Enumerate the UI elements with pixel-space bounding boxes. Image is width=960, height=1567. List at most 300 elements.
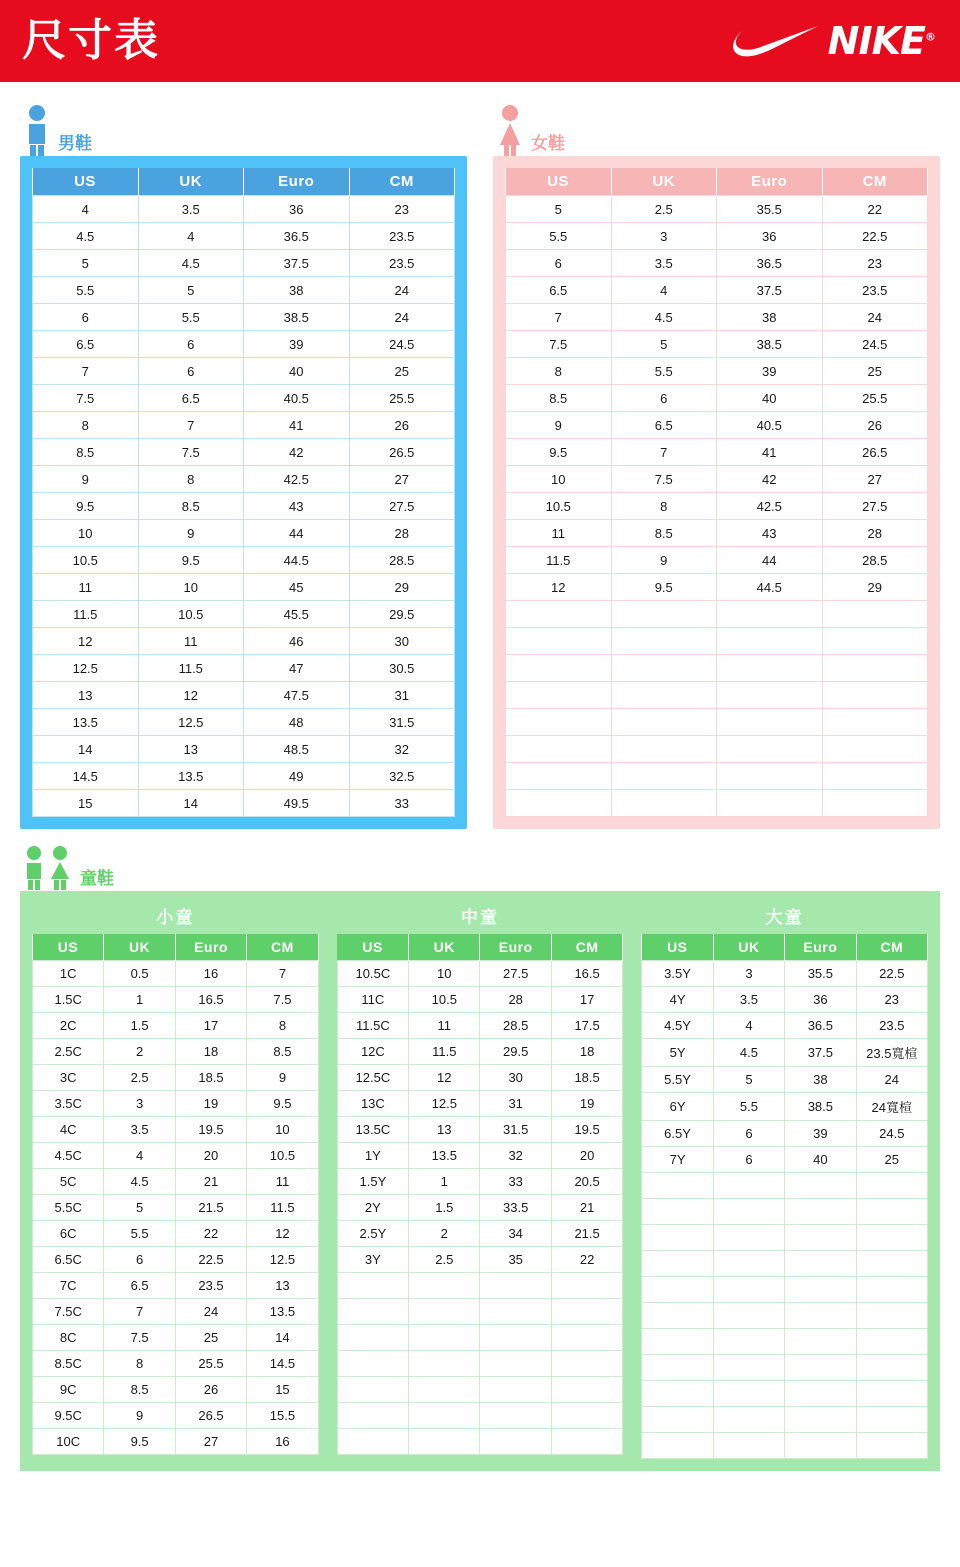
table-row — [337, 1429, 623, 1455]
table-cell — [713, 1251, 784, 1277]
table-row — [642, 1199, 928, 1225]
table-cell: 3.5 — [104, 1117, 175, 1143]
table-cell: 1.5 — [409, 1195, 480, 1221]
table-cell — [506, 709, 612, 736]
table-cell — [856, 1277, 927, 1303]
table-cell: 40.5 — [717, 412, 823, 439]
table-cell: 7.5C — [33, 1299, 104, 1325]
table-row — [506, 277, 928, 304]
table-cell — [480, 1299, 551, 1325]
table-cell — [822, 628, 928, 655]
table-row — [33, 1013, 319, 1039]
table-cell: 6.5C — [33, 1247, 104, 1273]
table-cell: 15 — [247, 1377, 318, 1403]
nike-swoosh-icon — [728, 22, 820, 60]
table-cell: 7.5 — [611, 466, 717, 493]
table-cell: 6 — [138, 331, 244, 358]
table-row — [33, 1299, 319, 1325]
table-cell: 4.5 — [33, 223, 139, 250]
table-row — [642, 1303, 928, 1329]
table-cell: 4 — [33, 196, 139, 223]
table-cell — [551, 1299, 622, 1325]
table-cell: 12 — [506, 574, 612, 601]
table-cell — [856, 1225, 927, 1251]
table-row — [33, 1403, 319, 1429]
kids-little-col-euro: Euro — [175, 934, 246, 961]
table-cell: 10 — [506, 466, 612, 493]
table-cell: 28.5 — [822, 547, 928, 574]
table-cell: 37.5 — [244, 250, 350, 277]
table-cell: 5.5 — [506, 223, 612, 250]
table-cell: 15 — [33, 790, 139, 817]
table-row — [337, 1273, 623, 1299]
table-cell: 11 — [33, 574, 139, 601]
table-cell: 8 — [33, 412, 139, 439]
table-cell: 28 — [822, 520, 928, 547]
table-cell: 24寬楦 — [856, 1093, 927, 1121]
table-cell: 6 — [713, 1121, 784, 1147]
table-cell — [785, 1199, 856, 1225]
table-cell — [713, 1355, 784, 1381]
kids-big-col-uk: UK — [713, 934, 784, 961]
table-cell: 10 — [409, 961, 480, 987]
table-row — [33, 493, 455, 520]
table-cell: 40 — [785, 1147, 856, 1173]
table-cell: 14 — [138, 790, 244, 817]
table-cell: 42 — [244, 439, 350, 466]
table-cell: 7C — [33, 1273, 104, 1299]
table-cell: 44.5 — [717, 574, 823, 601]
table-row — [642, 1251, 928, 1277]
women-column — [493, 94, 940, 829]
table-cell: 5Y — [642, 1039, 713, 1067]
table-cell: 7.5 — [104, 1325, 175, 1351]
table-row — [337, 1247, 623, 1273]
table-cell: 8.5 — [611, 520, 717, 547]
table-cell: 26 — [175, 1377, 246, 1403]
table-cell: 29.5 — [349, 601, 455, 628]
table-cell: 3Y — [337, 1247, 408, 1273]
table-row — [33, 1351, 319, 1377]
children-icon — [20, 845, 76, 891]
table-cell: 28 — [480, 987, 551, 1013]
table-cell — [713, 1225, 784, 1251]
men-col-euro: Euro — [244, 168, 350, 196]
table-cell — [337, 1429, 408, 1455]
table-row — [506, 574, 928, 601]
table-cell — [785, 1277, 856, 1303]
table-cell: 2.5 — [104, 1065, 175, 1091]
table-row — [642, 1039, 928, 1067]
table-cell: 35.5 — [785, 961, 856, 987]
table-cell: 32 — [349, 736, 455, 763]
table-cell: 5 — [506, 196, 612, 223]
table-cell: 1 — [104, 987, 175, 1013]
table-row — [506, 412, 928, 439]
table-cell: 6 — [138, 358, 244, 385]
table-cell: 25 — [856, 1147, 927, 1173]
table-cell: 5.5Y — [642, 1067, 713, 1093]
men-panel — [20, 156, 467, 829]
women-col-cm: CM — [822, 168, 928, 196]
table-cell: 10.5 — [506, 493, 612, 520]
table-cell: 36.5 — [785, 1013, 856, 1039]
table-cell: 34 — [480, 1221, 551, 1247]
table-row — [337, 961, 623, 987]
table-cell: 29 — [349, 574, 455, 601]
table-row — [33, 358, 455, 385]
table-row — [337, 1039, 623, 1065]
table-row — [337, 1195, 623, 1221]
kids-panel — [20, 891, 940, 1471]
table-row — [506, 547, 928, 574]
table-cell: 6.5 — [33, 331, 139, 358]
table-row — [642, 1147, 928, 1173]
table-cell — [337, 1273, 408, 1299]
women-table-header-row — [506, 168, 928, 196]
table-row — [506, 520, 928, 547]
table-cell — [822, 601, 928, 628]
table-cell: 2.5 — [611, 196, 717, 223]
table-cell: 9.5 — [33, 493, 139, 520]
table-cell: 46 — [244, 628, 350, 655]
table-cell: 12 — [138, 682, 244, 709]
table-row — [33, 709, 455, 736]
table-row — [33, 1065, 319, 1091]
kids-middle-col-cm: CM — [551, 934, 622, 961]
table-row — [506, 196, 928, 223]
table-row — [33, 987, 319, 1013]
table-cell: 38 — [717, 304, 823, 331]
table-cell: 40 — [717, 385, 823, 412]
table-cell: 5.5 — [138, 304, 244, 331]
table-cell: 12.5 — [409, 1091, 480, 1117]
table-row — [33, 520, 455, 547]
table-cell: 10 — [138, 574, 244, 601]
table-cell: 4 — [138, 223, 244, 250]
table-row — [33, 1377, 319, 1403]
table-cell — [506, 763, 612, 790]
table-cell — [642, 1277, 713, 1303]
kids-section — [0, 829, 960, 1471]
kids-little-col-cm: CM — [247, 934, 318, 961]
table-cell: 42.5 — [717, 493, 823, 520]
table-cell: 2 — [409, 1221, 480, 1247]
table-cell — [785, 1225, 856, 1251]
table-row — [642, 1433, 928, 1459]
table-row — [33, 277, 455, 304]
table-cell: 9 — [506, 412, 612, 439]
table-cell: 45 — [244, 574, 350, 601]
table-cell: 24.5 — [349, 331, 455, 358]
table-cell: 22.5 — [175, 1247, 246, 1273]
table-row — [642, 1225, 928, 1251]
table-cell: 2.5C — [33, 1039, 104, 1065]
table-cell: 27.5 — [480, 961, 551, 987]
table-cell — [611, 709, 717, 736]
table-cell: 11 — [138, 628, 244, 655]
table-cell: 49.5 — [244, 790, 350, 817]
kids-middle-body — [337, 961, 623, 1455]
table-cell — [642, 1381, 713, 1407]
table-cell: 4.5 — [611, 304, 717, 331]
table-cell: 4C — [33, 1117, 104, 1143]
table-row — [33, 439, 455, 466]
kids-middle-title: 中童 — [461, 908, 499, 927]
table-row — [642, 961, 928, 987]
kids-big-col-euro: Euro — [785, 934, 856, 961]
table-cell: 10.5 — [247, 1143, 318, 1169]
table-cell — [480, 1325, 551, 1351]
table-cell: 38.5 — [717, 331, 823, 358]
table-row — [33, 1039, 319, 1065]
table-cell: 22 — [822, 196, 928, 223]
table-cell — [337, 1325, 408, 1351]
men-caption: 男鞋 — [58, 134, 92, 153]
men-table-header-row — [33, 168, 455, 196]
table-cell: 35 — [480, 1247, 551, 1273]
table-cell: 8.5 — [104, 1377, 175, 1403]
table-row — [337, 1169, 623, 1195]
men-col-uk: UK — [138, 168, 244, 196]
table-cell: 19 — [175, 1091, 246, 1117]
table-cell: 22 — [175, 1221, 246, 1247]
kids-little-col-us: US — [33, 934, 104, 961]
table-cell: 39 — [717, 358, 823, 385]
table-cell: 30.5 — [349, 655, 455, 682]
table-cell: 6C — [33, 1221, 104, 1247]
table-cell: 12.5 — [247, 1247, 318, 1273]
kids-middle-table — [337, 934, 624, 1455]
table-cell — [480, 1351, 551, 1377]
table-row — [33, 1143, 319, 1169]
table-cell: 30 — [349, 628, 455, 655]
table-cell: 33.5 — [480, 1195, 551, 1221]
table-cell: 8.5 — [33, 439, 139, 466]
table-cell: 25.5 — [175, 1351, 246, 1377]
table-row — [33, 1117, 319, 1143]
table-cell: 42.5 — [244, 466, 350, 493]
table-cell: 36 — [244, 196, 350, 223]
table-cell: 41 — [244, 412, 350, 439]
table-row — [33, 466, 455, 493]
table-row — [506, 358, 928, 385]
table-cell: 14.5 — [247, 1351, 318, 1377]
table-cell: 5 — [138, 277, 244, 304]
table-cell: 36 — [717, 223, 823, 250]
table-cell — [713, 1303, 784, 1329]
table-row — [337, 1065, 623, 1091]
table-row — [33, 1221, 319, 1247]
kids-big-body — [642, 961, 928, 1459]
table-row — [337, 1143, 623, 1169]
table-cell: 1.5 — [104, 1013, 175, 1039]
kids-little-body — [33, 961, 319, 1455]
table-cell: 7 — [138, 412, 244, 439]
kids-group-big — [641, 901, 928, 1459]
table-cell: 5C — [33, 1169, 104, 1195]
table-cell: 26 — [349, 412, 455, 439]
table-cell — [642, 1433, 713, 1459]
table-cell: 25.5 — [822, 385, 928, 412]
table-cell — [856, 1407, 927, 1433]
table-cell: 31 — [480, 1091, 551, 1117]
table-row — [337, 1221, 623, 1247]
women-caption: 女鞋 — [531, 134, 565, 153]
table-cell — [642, 1329, 713, 1355]
table-cell: 9 — [247, 1065, 318, 1091]
table-cell: 0.5 — [104, 961, 175, 987]
table-cell — [611, 682, 717, 709]
table-cell: 13.5 — [409, 1143, 480, 1169]
table-row — [33, 1273, 319, 1299]
kids-middle-header-row — [337, 934, 623, 961]
table-cell: 44.5 — [244, 547, 350, 574]
table-row — [33, 1091, 319, 1117]
table-cell: 7.5 — [33, 385, 139, 412]
table-cell: 9 — [104, 1403, 175, 1429]
table-cell: 49 — [244, 763, 350, 790]
table-cell: 37.5 — [717, 277, 823, 304]
table-cell: 24 — [856, 1067, 927, 1093]
table-cell: 8.5 — [506, 385, 612, 412]
table-cell: 22 — [551, 1247, 622, 1273]
table-cell: 1.5Y — [337, 1169, 408, 1195]
table-cell: 7Y — [642, 1147, 713, 1173]
table-cell: 18 — [175, 1039, 246, 1065]
table-cell: 28.5 — [480, 1013, 551, 1039]
table-cell: 7.5 — [138, 439, 244, 466]
table-cell — [713, 1277, 784, 1303]
table-cell — [642, 1355, 713, 1381]
table-row — [337, 1091, 623, 1117]
table-cell: 4.5 — [138, 250, 244, 277]
table-row — [506, 736, 928, 763]
table-cell: 45.5 — [244, 601, 350, 628]
table-cell: 43 — [717, 520, 823, 547]
table-cell: 2Y — [337, 1195, 408, 1221]
table-cell: 13C — [337, 1091, 408, 1117]
table-cell: 4.5Y — [642, 1013, 713, 1039]
table-cell — [785, 1173, 856, 1199]
kids-little-header-row — [33, 934, 319, 961]
table-cell: 21 — [551, 1195, 622, 1221]
woman-icon — [493, 104, 527, 156]
table-cell: 11.5C — [337, 1013, 408, 1039]
table-cell: 23.5 — [349, 223, 455, 250]
table-cell: 7 — [247, 961, 318, 987]
table-cell: 12.5C — [337, 1065, 408, 1091]
table-cell: 4 — [104, 1143, 175, 1169]
table-cell: 20 — [175, 1143, 246, 1169]
table-cell — [551, 1325, 622, 1351]
table-cell: 6.5 — [506, 277, 612, 304]
table-cell: 36.5 — [717, 250, 823, 277]
table-cell — [611, 601, 717, 628]
table-cell — [337, 1403, 408, 1429]
table-cell — [506, 790, 612, 817]
table-cell: 10 — [33, 520, 139, 547]
table-cell: 3.5Y — [642, 961, 713, 987]
table-cell: 20.5 — [551, 1169, 622, 1195]
table-row — [642, 1093, 928, 1121]
table-row — [33, 790, 455, 817]
table-cell — [506, 601, 612, 628]
table-cell — [551, 1351, 622, 1377]
table-row — [642, 1277, 928, 1303]
table-cell: 39 — [244, 331, 350, 358]
kids-little-table — [32, 934, 319, 1455]
table-cell: 33 — [349, 790, 455, 817]
table-cell: 7.5 — [506, 331, 612, 358]
table-cell: 12.5 — [33, 655, 139, 682]
table-cell: 24 — [175, 1299, 246, 1325]
table-cell: 21.5 — [175, 1195, 246, 1221]
women-size-table — [505, 168, 928, 817]
table-cell: 38.5 — [244, 304, 350, 331]
table-row — [506, 763, 928, 790]
table-row — [33, 196, 455, 223]
table-cell: 26.5 — [822, 439, 928, 466]
table-cell — [642, 1303, 713, 1329]
table-cell: 8.5 — [138, 493, 244, 520]
table-row — [33, 628, 455, 655]
table-cell: 6.5 — [611, 412, 717, 439]
table-row — [337, 1377, 623, 1403]
table-cell: 40 — [244, 358, 350, 385]
women-table-body — [506, 196, 928, 817]
table-cell: 8C — [33, 1325, 104, 1351]
table-cell: 10.5 — [33, 547, 139, 574]
table-row — [337, 1325, 623, 1351]
table-cell: 7.5 — [247, 987, 318, 1013]
kids-little-col-uk: UK — [104, 934, 175, 961]
table-cell: 27 — [175, 1429, 246, 1455]
table-cell — [856, 1381, 927, 1407]
table-cell: 6Y — [642, 1093, 713, 1121]
men-table-body — [33, 196, 455, 817]
kids-big-title: 大童 — [765, 908, 804, 927]
table-cell: 10.5 — [409, 987, 480, 1013]
table-cell — [611, 790, 717, 817]
table-cell: 3.5 — [138, 196, 244, 223]
men-col-us: US — [33, 168, 139, 196]
table-cell: 23.5 — [822, 277, 928, 304]
table-cell: 5 — [104, 1195, 175, 1221]
table-cell — [717, 655, 823, 682]
table-cell — [611, 763, 717, 790]
table-cell — [822, 790, 928, 817]
table-cell — [822, 682, 928, 709]
table-cell: 6 — [33, 304, 139, 331]
table-cell — [642, 1199, 713, 1225]
table-cell: 11 — [506, 520, 612, 547]
table-cell — [856, 1251, 927, 1277]
table-cell: 11.5 — [138, 655, 244, 682]
table-cell — [713, 1407, 784, 1433]
table-cell: 4 — [611, 277, 717, 304]
table-cell: 39 — [785, 1121, 856, 1147]
table-cell: 47.5 — [244, 682, 350, 709]
table-row — [642, 1013, 928, 1039]
table-row — [642, 1329, 928, 1355]
kids-caption: 童鞋 — [80, 869, 114, 888]
table-cell: 6 — [104, 1247, 175, 1273]
table-cell: 13.5 — [138, 763, 244, 790]
table-cell: 27 — [822, 466, 928, 493]
table-cell: 5.5C — [33, 1195, 104, 1221]
table-row — [33, 655, 455, 682]
